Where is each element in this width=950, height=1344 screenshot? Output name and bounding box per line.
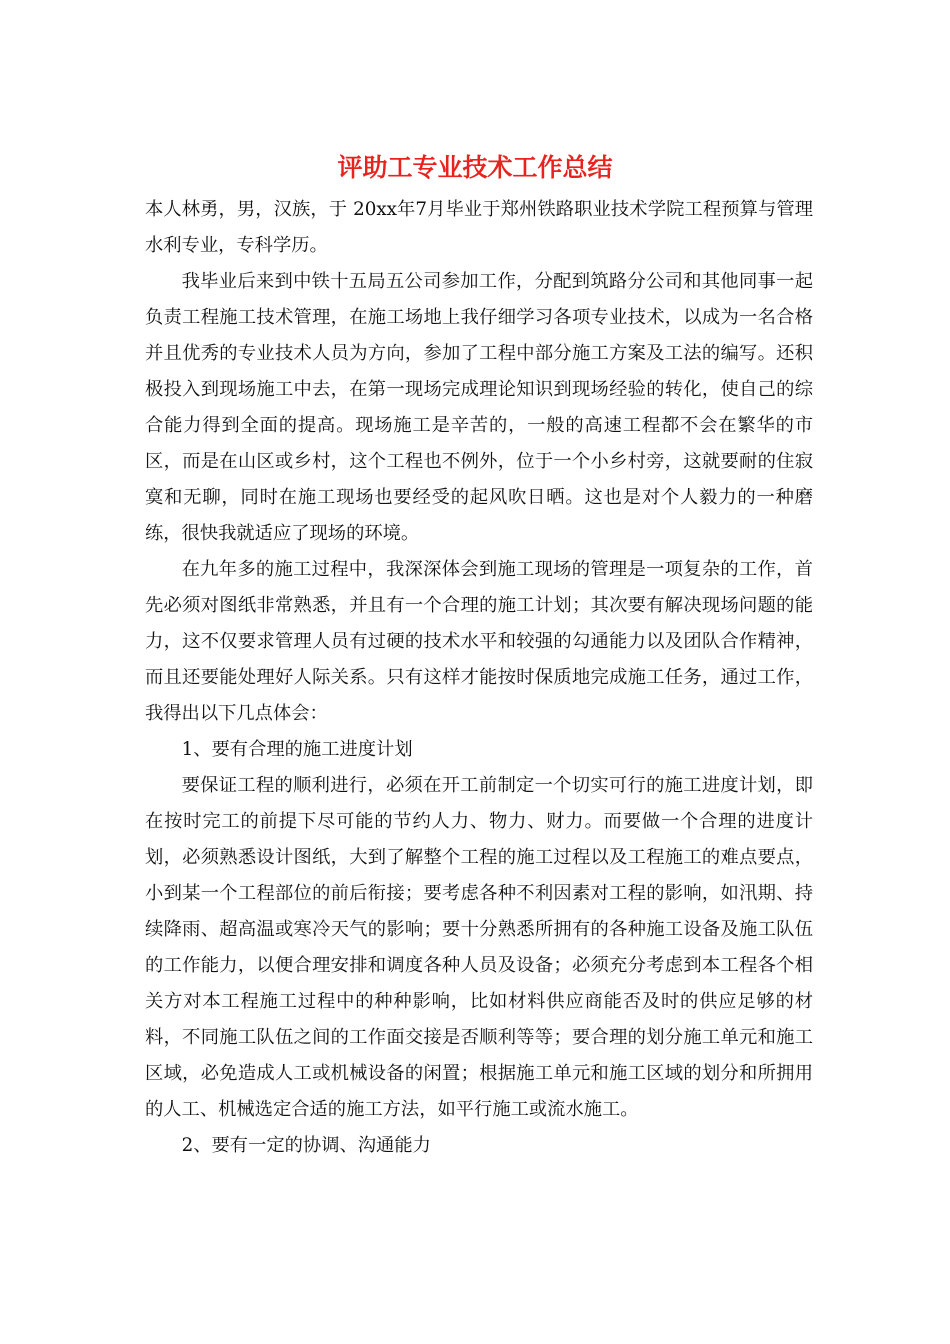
paragraph-reflection: 在九年多的施工过程中，我深深体会到施工现场的管理是一项复杂的工作，首先必须对图纸非常熟悉，并且有一个合理的施工计划；其次要有解决现场问题的能力，这不仅要求管理人员有过硬的技术水平和较强的勾通能力以及团队合作精神，而且还要能处理好人际关系。只有这样才能按时保质地完成施工任务，通过工作，我得出以下几点体会： xyxy=(145,559,813,724)
paragraph-work-experience: 我毕业后来到中铁十五局五公司参加工作，分配到筑路分公司和其他同事一起负责工程施工技术管理，在施工场地上我仔细学习各项专业技术，以成为一名合格并且优秀的专业技术人员为方向，参加了工程中部分施工方案及工法的编写。还积极投入到现场施工中去，在第一现场完成理论知识到现场经验的转化，使自己的综合能力得到全面的提高。现场施工是辛苦的，一般的高速工程都不会在繁华的市区，而是在山区或乡村，这个工程也不例外，位于一个小乡村旁，这就要耐的住寂寞和无聊，同时在施工现场也要经受的起风吹日晒。这也是对个人毅力的一种磨练，很快我就适应了现场的环境。 xyxy=(145,271,813,544)
section-heading-2: 2、要有一定的协调、沟通能力 xyxy=(181,1135,431,1156)
document-title: 评助工专业技术工作总结 xyxy=(337,153,613,182)
paragraph-intro: 本人林勇，男，汉族，于 20xx年7月毕业于郑州铁路职业技术学院工程预算与管理水利专业，专科学历。 xyxy=(145,199,813,256)
paragraph-schedule: 要保证工程的顺利进行，必须在开工前制定一个切实可行的施工进度计划，即在按时完工的前提下尽可能的节约人力、物力、财力。而要做一个合理的进度计划，必须熟悉设计图纸，大到了解整个工程的施工过程以及工程施工的难点要点，小到某一个工程部位的前后衔接；要考虑各种不利因素对工程的影响，如汛期、持续降雨、超高温或寒冷天气的影响；要十分熟悉所拥有的各种施工设备及施工队伍的工作能力，以便合理安排和调度各种人员及设备；必须充分考虑到本工程各个相关方对本工程施工过程中的种种影响，比如材料供应商能否及时的供应足够的材料，不同施工队伍之间的工作面交接是否顺利等等；要合理的划分施工单元和施工区域，必免造成人工或机械设备的闲置；根据施工单元和施工区域的划分和所拥用的人工、机械选定合适的施工方法，如平行施工或流水施工。 xyxy=(145,775,813,1120)
document-body xyxy=(145,192,813,1164)
section-heading-1: 1、要有合理的施工进度计划 xyxy=(181,739,413,760)
